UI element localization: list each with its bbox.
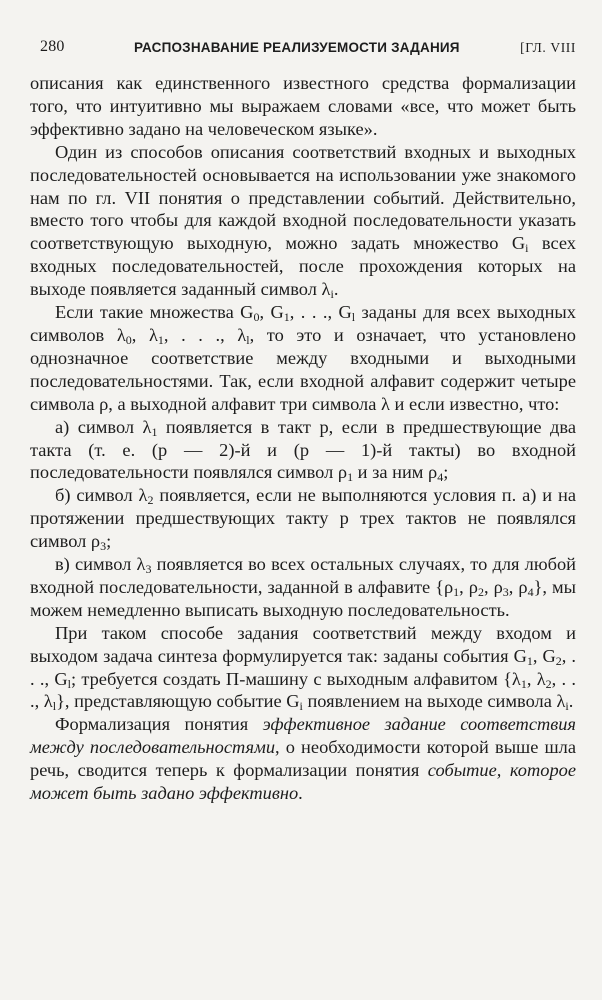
paragraph: Формализация понятия эффективное задание соответствия между последовательностями, о необходимости которой выше шла речь, сводится теперь к формализации понятия событие, которое может быть задано эффективно. [30, 714, 577, 804]
chapter-label: [ГЛ. VIII [520, 40, 576, 55]
running-head [30, 38, 576, 60]
list-item-c: в) символ $\lambda_3$ появляется во всех остальных случаях, то для любой входной последовательности, заданной в алфавите {$\rho_1$, $\rho_2$, $\rho_3$, $\rho_4$}, мы можем немедленно выписать выходную последовательность. [30, 554, 576, 620]
body-text [30, 72, 576, 805]
paragraph: При таком способе задания соответствий между входом и выходом задача синтеза формулируется так: заданы события $G_1$, $G_2$, . . ., $G_l$; требуется создать П-машину с выходным алфавитом {$\lambda_1$, $\lambda_2$, . . ., $\lambda_l$}, представляющую событие $G_i$ появлением на выходе символа $\lambda_i$. [30, 622, 576, 714]
page-number: 280 [40, 38, 65, 55]
paragraph: описания как единственного известного средства формализации того, что интуитивно мы выражаем словами «все, что может быть эффективно задано на человеческом языке». [30, 73, 576, 139]
list-item-a: а) символ $\lambda_1$ появляется в такт p, если в предшествующие два такта (т. е. (p — 2)-й и (p — 1)-й такты) во входной последовательности появлялся символ $\rho_1$ и за ним $\rho_4$; [30, 416, 576, 485]
running-title: РАСПОЗНАВАНИЕ РЕАЛИЗУЕМОСТИ ЗАДАНИЯ [134, 40, 460, 55]
list-item-b: б) символ $\lambda_2$ появляется, если не выполняются условия п. а) и на протяжении предшествующих такту p трех тактов не появлялся символ $\rho_3$; [30, 485, 576, 554]
paragraph: Если такие множества $G_0$, $G_1$, . . ., $G_l$ заданы для всех выходных символов $\lambda_0$, $\lambda_1$, . . ., $\lambda_l$, то это и означает, что установлено однозначное соответствие между входными и выходными последовательностями. Так, если входной алфавит содержит четыре символа ρ, а выходной алфавит три символа λ и если известно, что: [30, 302, 577, 414]
paragraph: Один из способов описания соответствий входных и выходных последовательностей основывается на использовании уже знакомого нам по гл. VII понятия о представлении событий. Действительно, вместо того чтобы для каждой входной последовательности указать соответствующую выходную, можно задать множество $G_i$ всех входных последовательностей, после прохождения которых на выходе появляется заданный символ $\lambda_i$. [30, 141, 576, 302]
book-page [30, 38, 576, 805]
